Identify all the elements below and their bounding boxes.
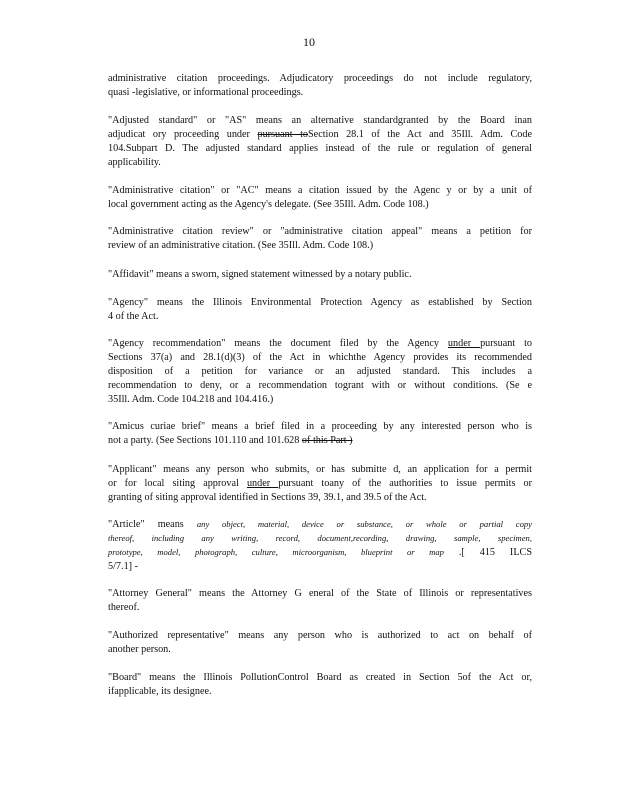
underlined-text: under	[447, 338, 481, 349]
text-segment: not a party. (See Sections 101.110 and 101.628	[108, 434, 302, 446]
text-segment: 5/7.1] -	[108, 560, 138, 572]
text-line	[108, 351, 532, 365]
definition-paragraph	[108, 463, 532, 505]
text-segment: disposition of a petition for variance or an adjusted standard. This includes a	[108, 365, 532, 377]
text-line	[108, 477, 532, 491]
text-line	[108, 365, 532, 379]
underlined-text: under	[246, 477, 279, 489]
text-segment: 4 of the Act.	[108, 310, 159, 322]
text-segment: "Article" means	[108, 519, 197, 530]
struck-text: pursuant to	[257, 128, 308, 140]
text-segment: thereof.	[108, 601, 140, 613]
text-line	[108, 156, 532, 170]
text-line	[108, 434, 532, 448]
definition-paragraph	[108, 420, 532, 448]
text-line	[108, 225, 532, 239]
definition-paragraph	[108, 671, 532, 699]
text-segment: "Amicus curiae brief" means a brief filed in a proceeding by any interested person who is	[108, 421, 532, 432]
text-line	[108, 491, 532, 505]
text-line	[108, 629, 532, 643]
text-segment: "Administrative citation" or "AC" means a citation issued by the Agenc y or by a unit of	[108, 185, 532, 196]
definition-paragraph	[108, 114, 532, 170]
definition-paragraph	[108, 629, 532, 657]
text-line	[108, 379, 532, 393]
text-segment: "Agency" means the Illinois Environmental Protection Agency as established by Section	[108, 297, 532, 308]
text-line	[108, 587, 532, 601]
text-segment: quasi -legislative, or informational proceedings.	[108, 86, 304, 98]
text-line	[108, 671, 532, 685]
text-segment: applicability.	[108, 156, 161, 168]
text-segment: Section 28.1 of the Act and 35Ill. Adm. Code	[308, 128, 532, 140]
text-line	[108, 685, 532, 699]
text-line	[108, 239, 532, 253]
text-segment: adjudicat ory proceeding under	[108, 128, 258, 140]
quoted-italic-text: any object, material, device or substance, or whole or partial copy	[196, 519, 532, 529]
text-segment: "Board" means the Illinois PollutionControl Board as created in Section 5of the Act or,	[108, 672, 532, 683]
text-segment: recommendation to deny, or a recommendation togrant with or without conditions. (Se e	[108, 379, 532, 391]
definition-paragraph	[108, 518, 532, 574]
text-segment: "Attorney General" means the Attorney G eneral of the State of Illinois or representatives	[108, 588, 532, 599]
text-line	[108, 463, 532, 477]
text-line	[108, 198, 532, 212]
text-segment: "Adjusted standard" or "AS" means an alternative standardgranted by the Board inan	[108, 115, 532, 126]
text-segment: 35Ill. Adm. Code 104.218 and 104.416.)	[108, 393, 274, 405]
text-segment: local government acting as the Agency's delegate. (See 35Ill. Adm. Code 108.)	[108, 198, 429, 210]
text-line	[108, 310, 532, 324]
text-line	[108, 86, 532, 100]
text-segment: administrative citation proceedings. Adjudicatory proceedings do not include regulatory,	[108, 73, 532, 84]
text-line	[108, 420, 532, 434]
text-line	[108, 643, 532, 657]
definition-paragraph	[108, 268, 532, 282]
text-segment: review of an administrative citation. (See 35Ill. Adm. Code 108.)	[108, 239, 374, 251]
text-line	[108, 72, 532, 86]
text-segment: granting of siting approval identified in Sections 39, 39.1, and 39.5 of the Act.	[108, 491, 427, 503]
definition-paragraph	[108, 337, 532, 407]
text-line	[108, 296, 532, 310]
text-segment: .[ 415 ILCS	[443, 546, 532, 558]
definition-paragraph	[108, 587, 532, 615]
text-segment: "Administrative citation review" or "administrative citation appeal" means a petition for	[108, 226, 532, 237]
text-segment: pursuant toany of the authorities to issue permits or	[278, 477, 532, 489]
quoted-italic-text: prototype, model, photograph, culture, microorganism, blueprint or map	[108, 546, 444, 557]
text-line	[108, 184, 532, 198]
definition-paragraph	[108, 296, 532, 324]
text-line	[108, 546, 532, 560]
text-segment: "Agency recommendation" means the document filed by the Agency	[108, 338, 448, 349]
text-line	[108, 142, 532, 156]
text-segment: 104.Subpart D. The adjusted standard applies instead of the rule or regulation of general	[108, 142, 532, 154]
text-line	[108, 128, 532, 142]
quoted-italic-text: thereof, including any writing, record, document,recording, drawing, sample, specimen,	[108, 532, 532, 543]
text-line	[108, 337, 532, 351]
struck-text: of this Part )	[301, 434, 353, 446]
page-number: 10	[303, 35, 315, 49]
text-line	[108, 601, 532, 615]
text-line	[108, 560, 532, 574]
text-segment: pursuant to	[480, 338, 533, 349]
text-segment: or for local siting approval	[108, 477, 247, 489]
definition-paragraph	[108, 225, 532, 253]
text-segment: Sections 37(a) and 28.1(d)(3) of the Act in whichthe Agency provides its recommended	[108, 351, 532, 363]
definition-paragraph	[108, 72, 532, 100]
text-line	[108, 518, 532, 532]
text-line	[108, 114, 532, 128]
definition-paragraph	[108, 184, 532, 212]
text-line	[108, 393, 532, 407]
text-segment: "Applicant" means any person who submits, or has submitte d, an application for a permit	[108, 464, 532, 475]
text-segment: "Affidavit" means a sworn, signed statement witnessed by a notary public.	[108, 269, 412, 280]
text-line	[108, 532, 532, 546]
text-segment: another person.	[108, 643, 171, 655]
text-segment: "Authorized representative" means any person who is authorized to act on behalf of	[108, 630, 532, 641]
text-segment: ifapplicable, its designee.	[108, 685, 212, 697]
text-line	[108, 268, 532, 282]
